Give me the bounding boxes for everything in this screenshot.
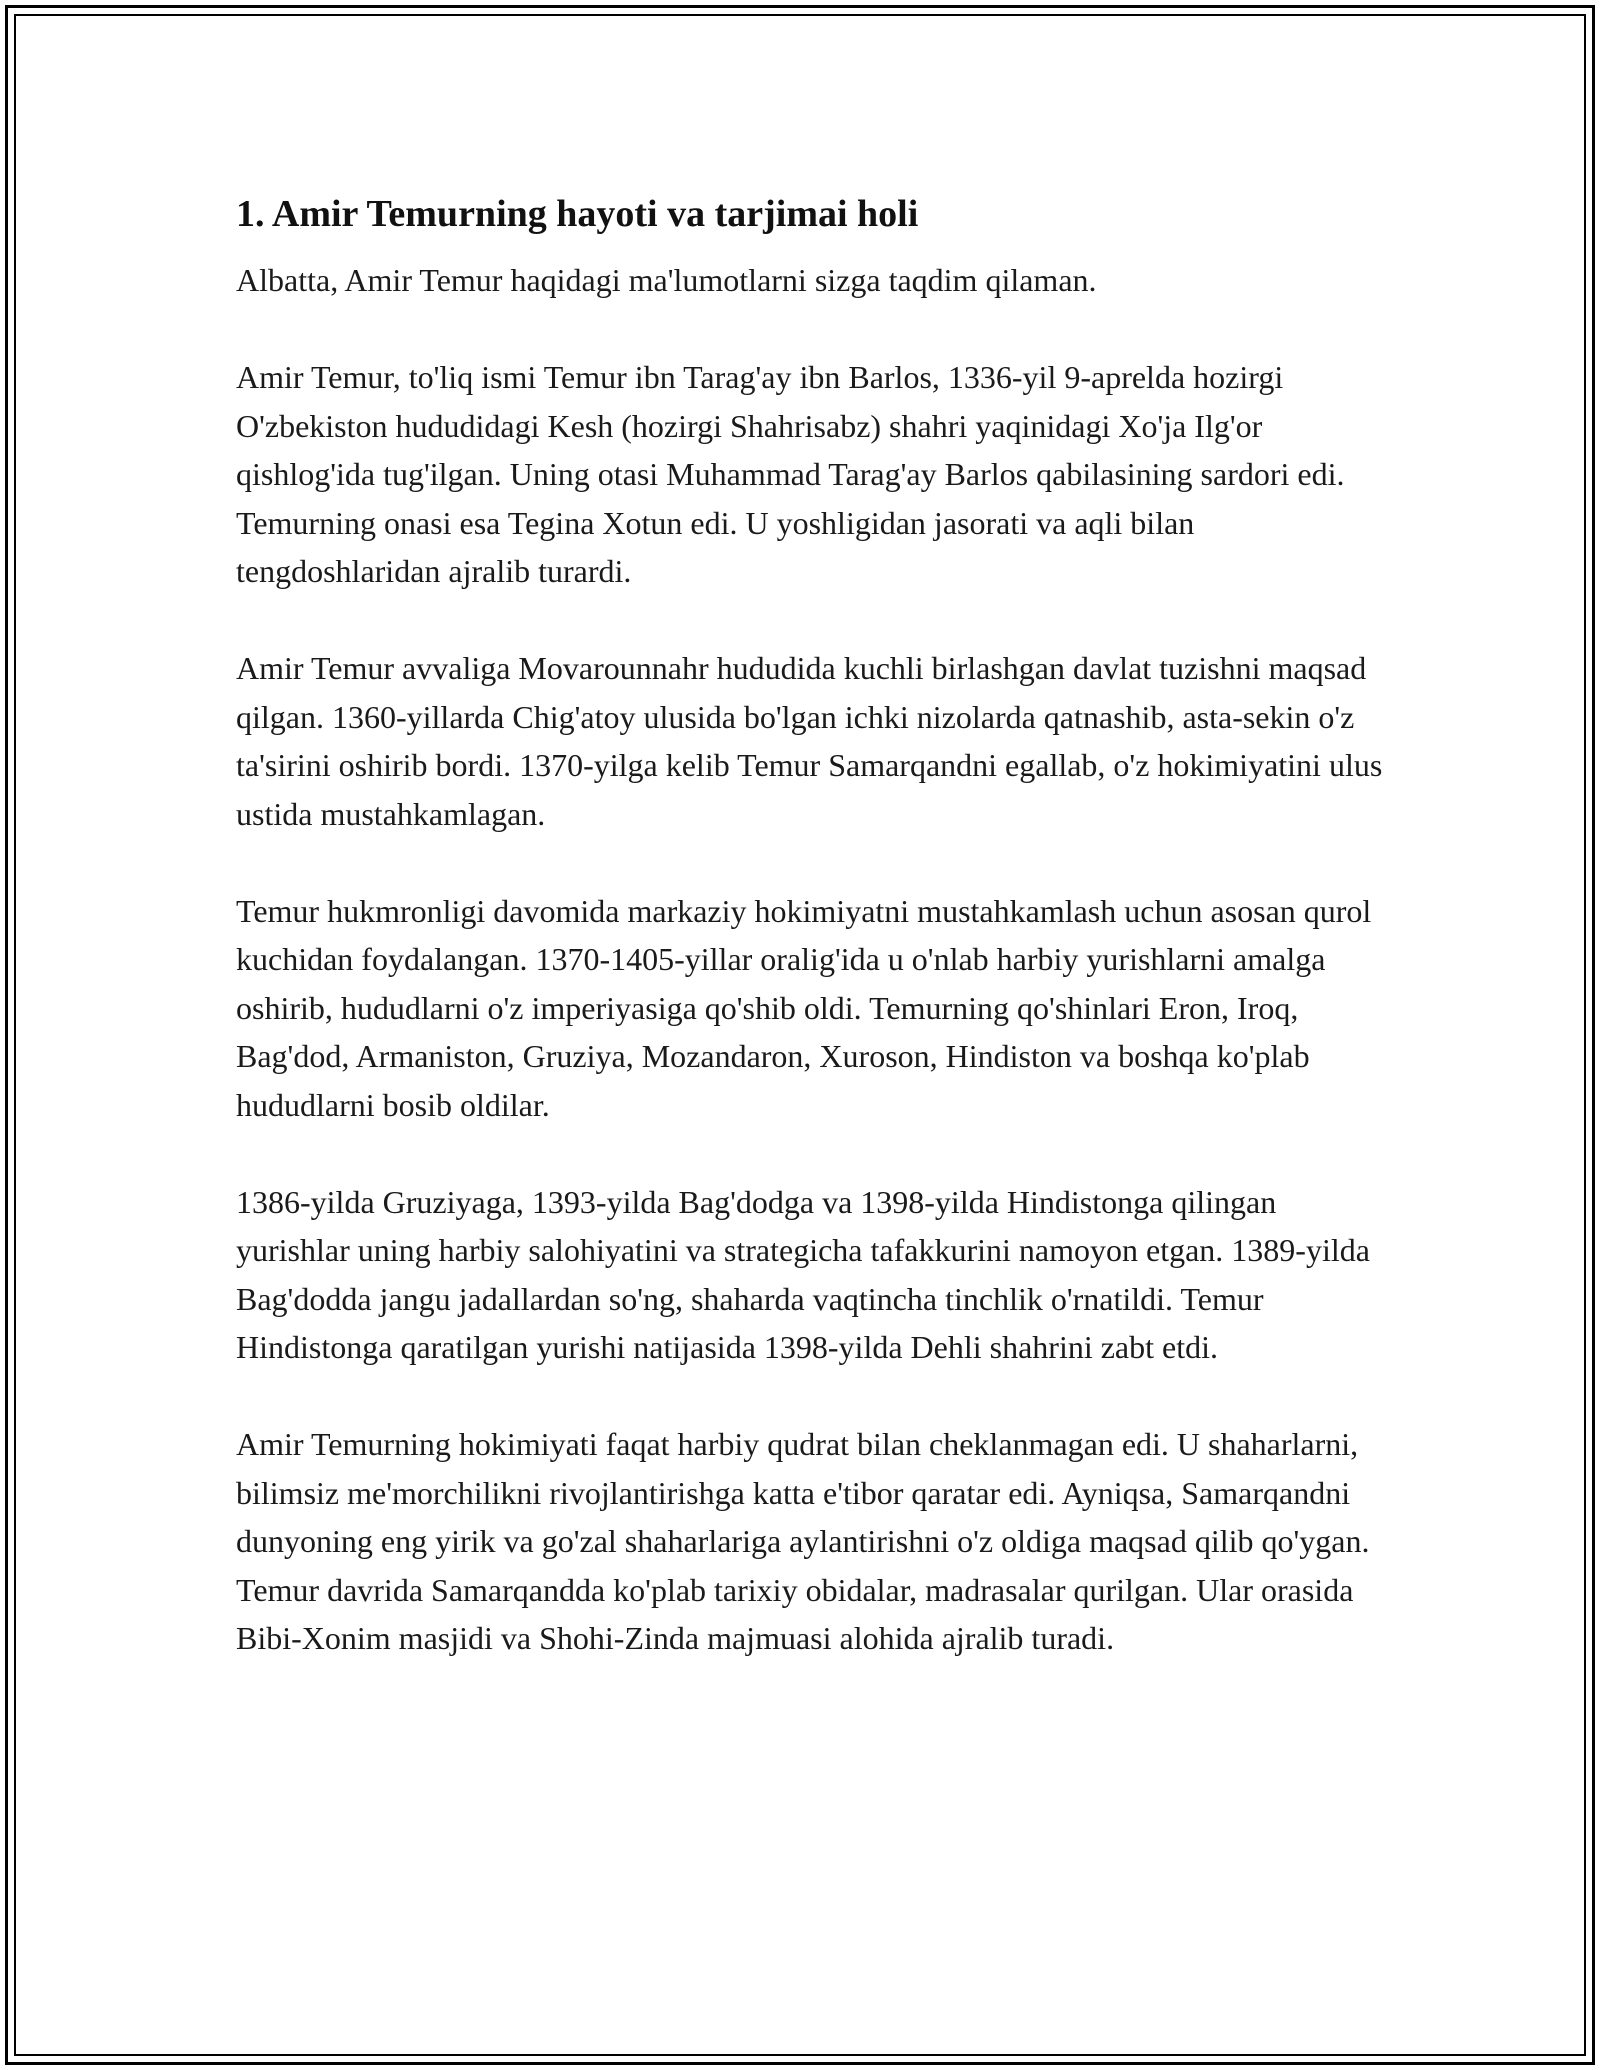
- paragraph-intro: Albatta, Amir Temur haqidagi ma'lumotlarni sizga taqdim qilaman.: [236, 262, 1097, 298]
- paragraph-birth: Amir Temur, to'liq ismi Temur ibn Tarag'ay ibn Barlos, 1336-yil 9-aprelda hozirgi O'zbekiston hududidagi Kesh (hozirgi Shahrisabz) shahri yaqinidagi Xo'ja Ilg'or qishlog'ida tug'ilgan. Uning otasi Muhammad Tarag'ay Barlos qabilasining sardori edi. Temurning onasi esa Tegina Xotun edi. U yoshligidan jasorati va aqli bilan tengdoshlaridan ajralib turardi.: [236, 359, 1345, 589]
- paragraph-campaigns: Temur hukmronligi davomida markaziy hokimiyatni mustahkamlash uchun asosan qurol kuchidan foydalangan. 1370-1405-yillar oralig'ida u o'nlab harbiy yurishlarni amalga oshirib, hududlarni o'z imperiyasiga qo'shib oldi. Temurning qo'shinlari Eron, Iroq, Bag'dod, Armaniston, Gruziya, Mozandaron, Xuroson, Hindiston va boshqa ko'plab hududlarni bosib oldilar.: [236, 892, 1372, 1123]
- paragraph-rise: Amir Temur avvaliga Movarounnahr hududida kuchli birlashgan davlat tuzishni maqsad qilgan. 1360-yillarda Chig'atoy ulusida bo'lgan ichki nizolarda qatnashib, asta-sekin o'z ta'sirini oshirib bordi. 1370-yilga kelib Temur Samarqandni egallab, o'z hokimiyatini ulus ustida mustahkamlagan.: [236, 650, 1383, 832]
- document-body: [236, 186, 1386, 1711]
- paragraph-architecture: Amir Temurning hokimiyati faqat harbiy qudrat bilan cheklanmagan edi. U shaharlarni, bilimsiz me'morchilikni rivojlantirishga katta e'tibor qaratar edi. Ayniqsa, Samarqandni dunyoning eng yirik va go'zal shaharlariga aylantirishni o'z oldiga maqsad qilib qo'ygan. Temur davrida Samarqandda ko'plab tarixiy obidalar, madrasalar qurilgan. Ular orasida Bibi-Xonim masjidi va Shohi-Zinda majmuasi alohida ajralib turadi.: [236, 1426, 1370, 1656]
- paragraph-expeditions: 1386-yilda Gruziyaga, 1393-yilda Bag'dodga va 1398-yilda Hindistonga qilingan yurishlar uning harbiy salohiyatini va strategicha tafakkurini namoyon etgan. 1389-yilda Bag'dodda jangu jadallardan so'ng, shaharda vaqtincha tinchlik o'rnatildi. Temur Hindistonga qaratilgan yurishi natijasida 1398-yilda Dehli shahrini zabt etdi.: [236, 1183, 1370, 1365]
- document-title: 1. Amir Temurning hayoti va tarjimai holi: [236, 193, 919, 235]
